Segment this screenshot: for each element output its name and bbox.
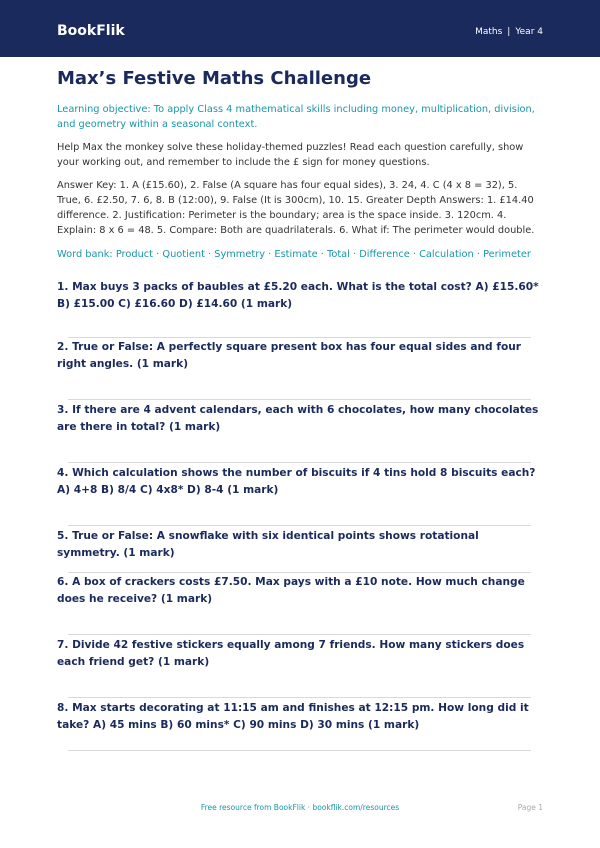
answer-line bbox=[68, 697, 531, 698]
question-text: 5. True or False: A snowflake with six identical points shows rotational symmetry. (1 mark) bbox=[57, 530, 479, 559]
page-number: Page 1 bbox=[517, 803, 543, 812]
question-text: 2. True or False: A perfectly square present box has four equal sides and four right angles. (1 mark) bbox=[57, 341, 521, 370]
learning-objective: Learning objective: To apply Class 4 mathematical skills including money, multiplication, division, and geometry within a seasonal context. bbox=[57, 104, 535, 130]
question-text: 7. Divide 42 festive stickers equally among 7 friends. How many stickers does each friend get? (1 mark) bbox=[57, 639, 525, 668]
question-text: 1. Max buys 3 packs of baubles at £5.20 each. What is the total cost? A) £15.60* B) £15.00 C) £16.60 D) £14.60 (1 mark) bbox=[57, 281, 539, 310]
answer-line bbox=[68, 399, 531, 400]
answer-line bbox=[68, 634, 531, 635]
word-bank: Word bank: Product · Quotient · Symmetry · Estimate · Total · Difference · Calculation · Perimeter bbox=[57, 249, 531, 260]
question-2 bbox=[57, 339, 543, 402]
answer-line bbox=[68, 462, 531, 463]
answer-line bbox=[68, 525, 531, 526]
worksheet-content bbox=[57, 62, 543, 760]
question-8 bbox=[57, 700, 543, 760]
answer-line bbox=[68, 572, 531, 573]
page-header bbox=[0, 0, 600, 57]
answer-key: Answer Key: 1. A (£15.60), 2. False (A square has four equal sides), 3. 24, 4. C (4 x 8 = 32), 5. True, 6. £2.50, 7. 6, 8. B (12:00), 9. False (It is 300cm), 10. 15. Greater Depth Answers: 1. £14.40 difference. 2. Justification: Perimeter is the boundary; area is the space inside. 3. 120cm. 4. Explain: 8 x 6 = 48. 5. Compare: Both are quadrilaterals. 6. What if: The perimeter would double. bbox=[57, 180, 535, 236]
brand-logo: BookFlik bbox=[57, 23, 125, 39]
question-7 bbox=[57, 637, 543, 700]
header-meta bbox=[475, 26, 543, 38]
question-text: 3. If there are 4 advent calendars, each with 6 chocolates, how many chocolates are there in total? (1 mark) bbox=[57, 404, 539, 433]
footer-credit: Free resource from BookFlik · bookflik.com/resources bbox=[200, 803, 400, 812]
question-text: 8. Max starts decorating at 11:15 am and finishes at 12:15 pm. How long did it take? A) 45 mins B) 60 mins* C) 90 mins D) 30 mins (1 mark) bbox=[57, 702, 529, 731]
header-separator: | bbox=[507, 27, 511, 37]
question-text: 4. Which calculation shows the number of biscuits if 4 tins hold 8 biscuits each? A) 4+8 B) 8/4 C) 4x8* D) 8-4 (1 mark) bbox=[57, 467, 536, 496]
question-5 bbox=[57, 528, 543, 574]
year-label: Year 4 bbox=[515, 27, 543, 37]
question-6 bbox=[57, 574, 543, 637]
question-text: 6. A box of crackers costs £7.50. Max pays with a £10 note. How much change does he receive? (1 mark) bbox=[57, 576, 525, 605]
question-4 bbox=[57, 465, 543, 528]
subject-label: Maths bbox=[475, 27, 503, 37]
answer-line bbox=[68, 337, 531, 338]
intro-text: Help Max the monkey solve these holiday-themed puzzles! Read each question carefully, show your working out, and remember to include the £ sign for money questions. bbox=[57, 142, 524, 168]
question-1 bbox=[57, 279, 543, 339]
footer-divider bbox=[68, 750, 531, 751]
worksheet-title: Max’s Festive Maths Challenge bbox=[57, 68, 372, 89]
question-3 bbox=[57, 402, 543, 465]
